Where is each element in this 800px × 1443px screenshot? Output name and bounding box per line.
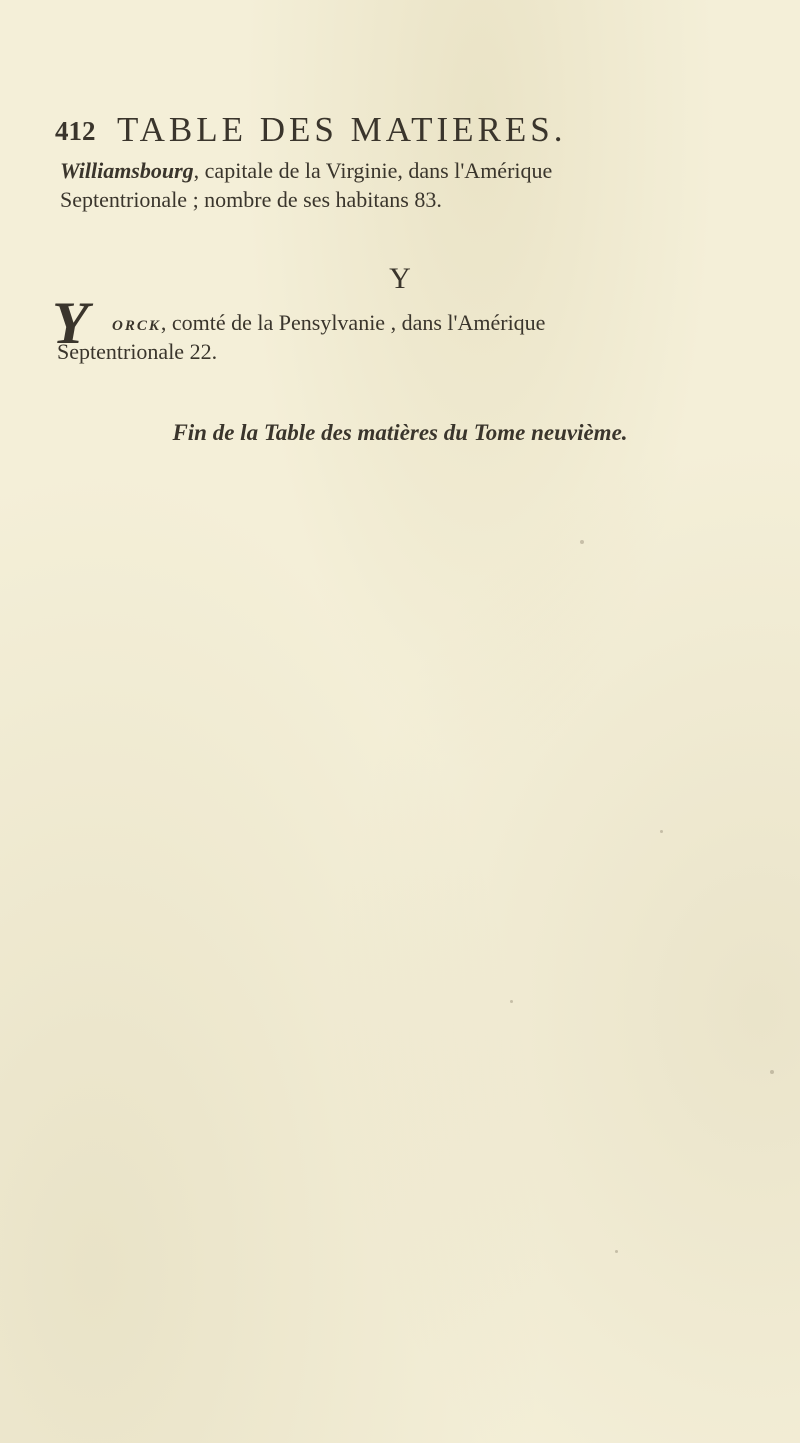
drop-cap: Y [52,290,89,356]
entry-headword: Williamsbourg [60,158,194,183]
entry-headword: ORCK [112,318,161,334]
entry-text: , comté de la Pensylvanie , dans l'Amérique [160,310,546,335]
paper-speck [770,1070,774,1074]
entry-line: Septentrionale ; nombre de ses habitans 83. [60,187,442,212]
index-entry-williamsbourg [60,156,760,214]
entry-line [60,156,760,185]
page-header [55,110,755,150]
page-number: 412 [55,116,96,146]
index-entry-yorck [52,292,752,382]
section-letter-heading: Y [389,262,411,295]
running-title: TABLE DES MATIERES. [117,110,567,149]
paper-speck [615,1250,618,1253]
entry-line: Septentrionale 22. [57,339,218,364]
paper-speck [510,1000,513,1003]
paper-speck [660,830,663,833]
paper-speck [580,540,584,544]
end-of-table-note: Fin de la Table des matières du Tome neuvième. [172,420,628,445]
entry-text: , capitale de la Virginie, dans l'Amérique [193,158,553,183]
